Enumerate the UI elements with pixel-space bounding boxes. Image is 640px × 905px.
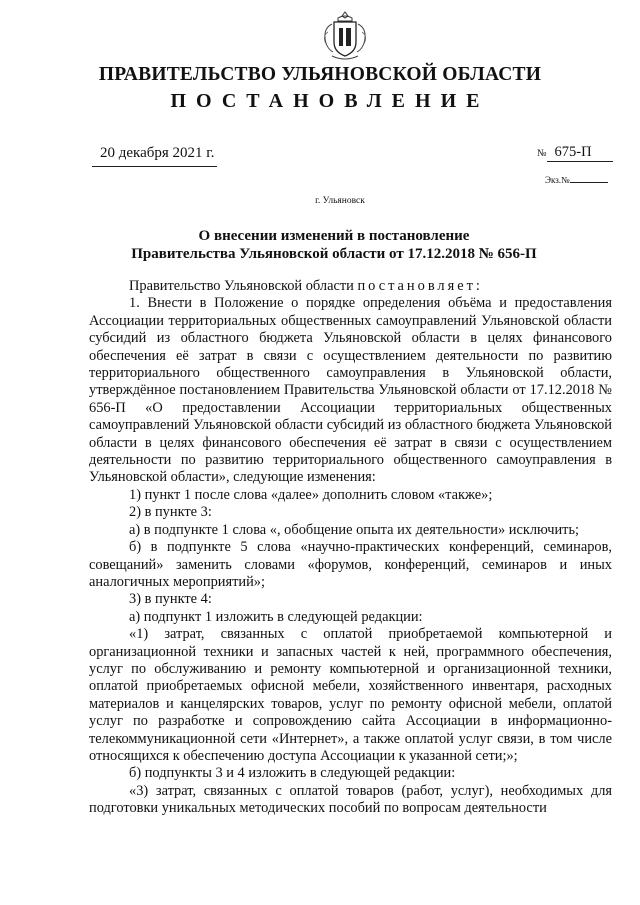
number-prefix: № [537, 148, 547, 159]
intro-lead: Правительство Ульяновской области [129, 278, 358, 294]
paragraph-8: «1) затрат, связанных с оплатой приобретаемой компьютерной и организационной техники и запасных частей к ней, программного обеспечения, услуг по обслуживанию и ремонту компьютерной и организационной техники, оплатой приобретаемых офисной мебели, хозяйственного инвентаря, расходных материалов и канцелярских товаров, услуг по ремонту офисной мебели, оплатой услуг по разработке и сопровождению сайта Ассоциации в информационно-телекоммуникационной сети «Интернет», а также оплатой услуг связи, в том числе относящихся к обеспечению доступа Ассоциации к указанной сети;»; [89, 626, 612, 764]
paragraph-7: а) подпункт 1 изложить в следующей редакции: [129, 608, 423, 625]
document-number [537, 144, 613, 162]
number-value: 675-П [547, 144, 613, 162]
subject-line-1: О внесении изменений в постановление [198, 228, 470, 244]
copy-label: Экз.№ [545, 175, 570, 185]
paragraph-1: 1. Внести в Положение о порядке определения объёма и предоставления Ассоциации территориальных общественных самоуправлений Ульяновской области субсидий из областного бюджета Ульяновской области в целях финансового обеспечения её затрат в связи с осуществлением деятельности по развитию территориального общественного самоуправления в Ульяновской области, утверждённое постановлением Правительства Ульяновской области от 17.12.2018 № 656-П «О предоставлении Ассоциации территориальных общественных самоуправлений Ульяновской области субсидий из областного бюджета Ульяновской области в целях финансового обеспечения её затрат в связи с осуществлением деятельности по развитию территориального общественного самоуправления в Ульяновской области», следующие изменения: [89, 295, 612, 486]
paragraph-2: 1) пункт 1 после слова «далее» дополнить словом «также»; [129, 486, 493, 503]
government-title: ПРАВИТЕЛЬСТВО УЛЬЯНОВСКОЙ ОБЛАСТИ [98, 64, 542, 85]
paragraph-5: б) в подпункте 5 слова «научно-практических конференций, семинаров, совещаний» заменить словами «форумов, конференций, семинаров и иных аналогичных мероприятий»; [89, 539, 612, 590]
paragraph-4: а) в подпункте 1 слова «, обобщение опыта их деятельности» исключить; [129, 521, 580, 538]
intro-decree-word: постановляет [357, 278, 476, 294]
document-body [89, 278, 612, 818]
copy-number [545, 175, 608, 185]
copy-underline [570, 182, 608, 183]
paragraph-9: б) подпункты 3 и 4 изложить в следующей редакции: [129, 765, 456, 782]
document-date: 20 декабря 2021 г. [100, 145, 215, 161]
paragraph-6: 3) в пункте 4: [129, 591, 212, 608]
date-underline [92, 166, 217, 167]
paragraph-10: «3) затрат, связанных с оплатой товаров (работ, услуг), необходимых для подготовки уникальных методических пособий по вопросам деятельности [89, 782, 612, 817]
city-label: г. Ульяновск [315, 196, 365, 206]
subject-line-2: Правительства Ульяновской области от 17.12.2018 № 656-П [131, 246, 537, 262]
document-subject [0, 227, 640, 263]
paragraph-3: 2) в пункте 3: [129, 504, 212, 521]
coat-of-arms-emblem [318, 6, 372, 64]
intro-paragraph [89, 278, 612, 295]
intro-end: : [475, 278, 480, 294]
document-type-title: ПОСТАНОВЛЕНИЕ [170, 90, 490, 112]
